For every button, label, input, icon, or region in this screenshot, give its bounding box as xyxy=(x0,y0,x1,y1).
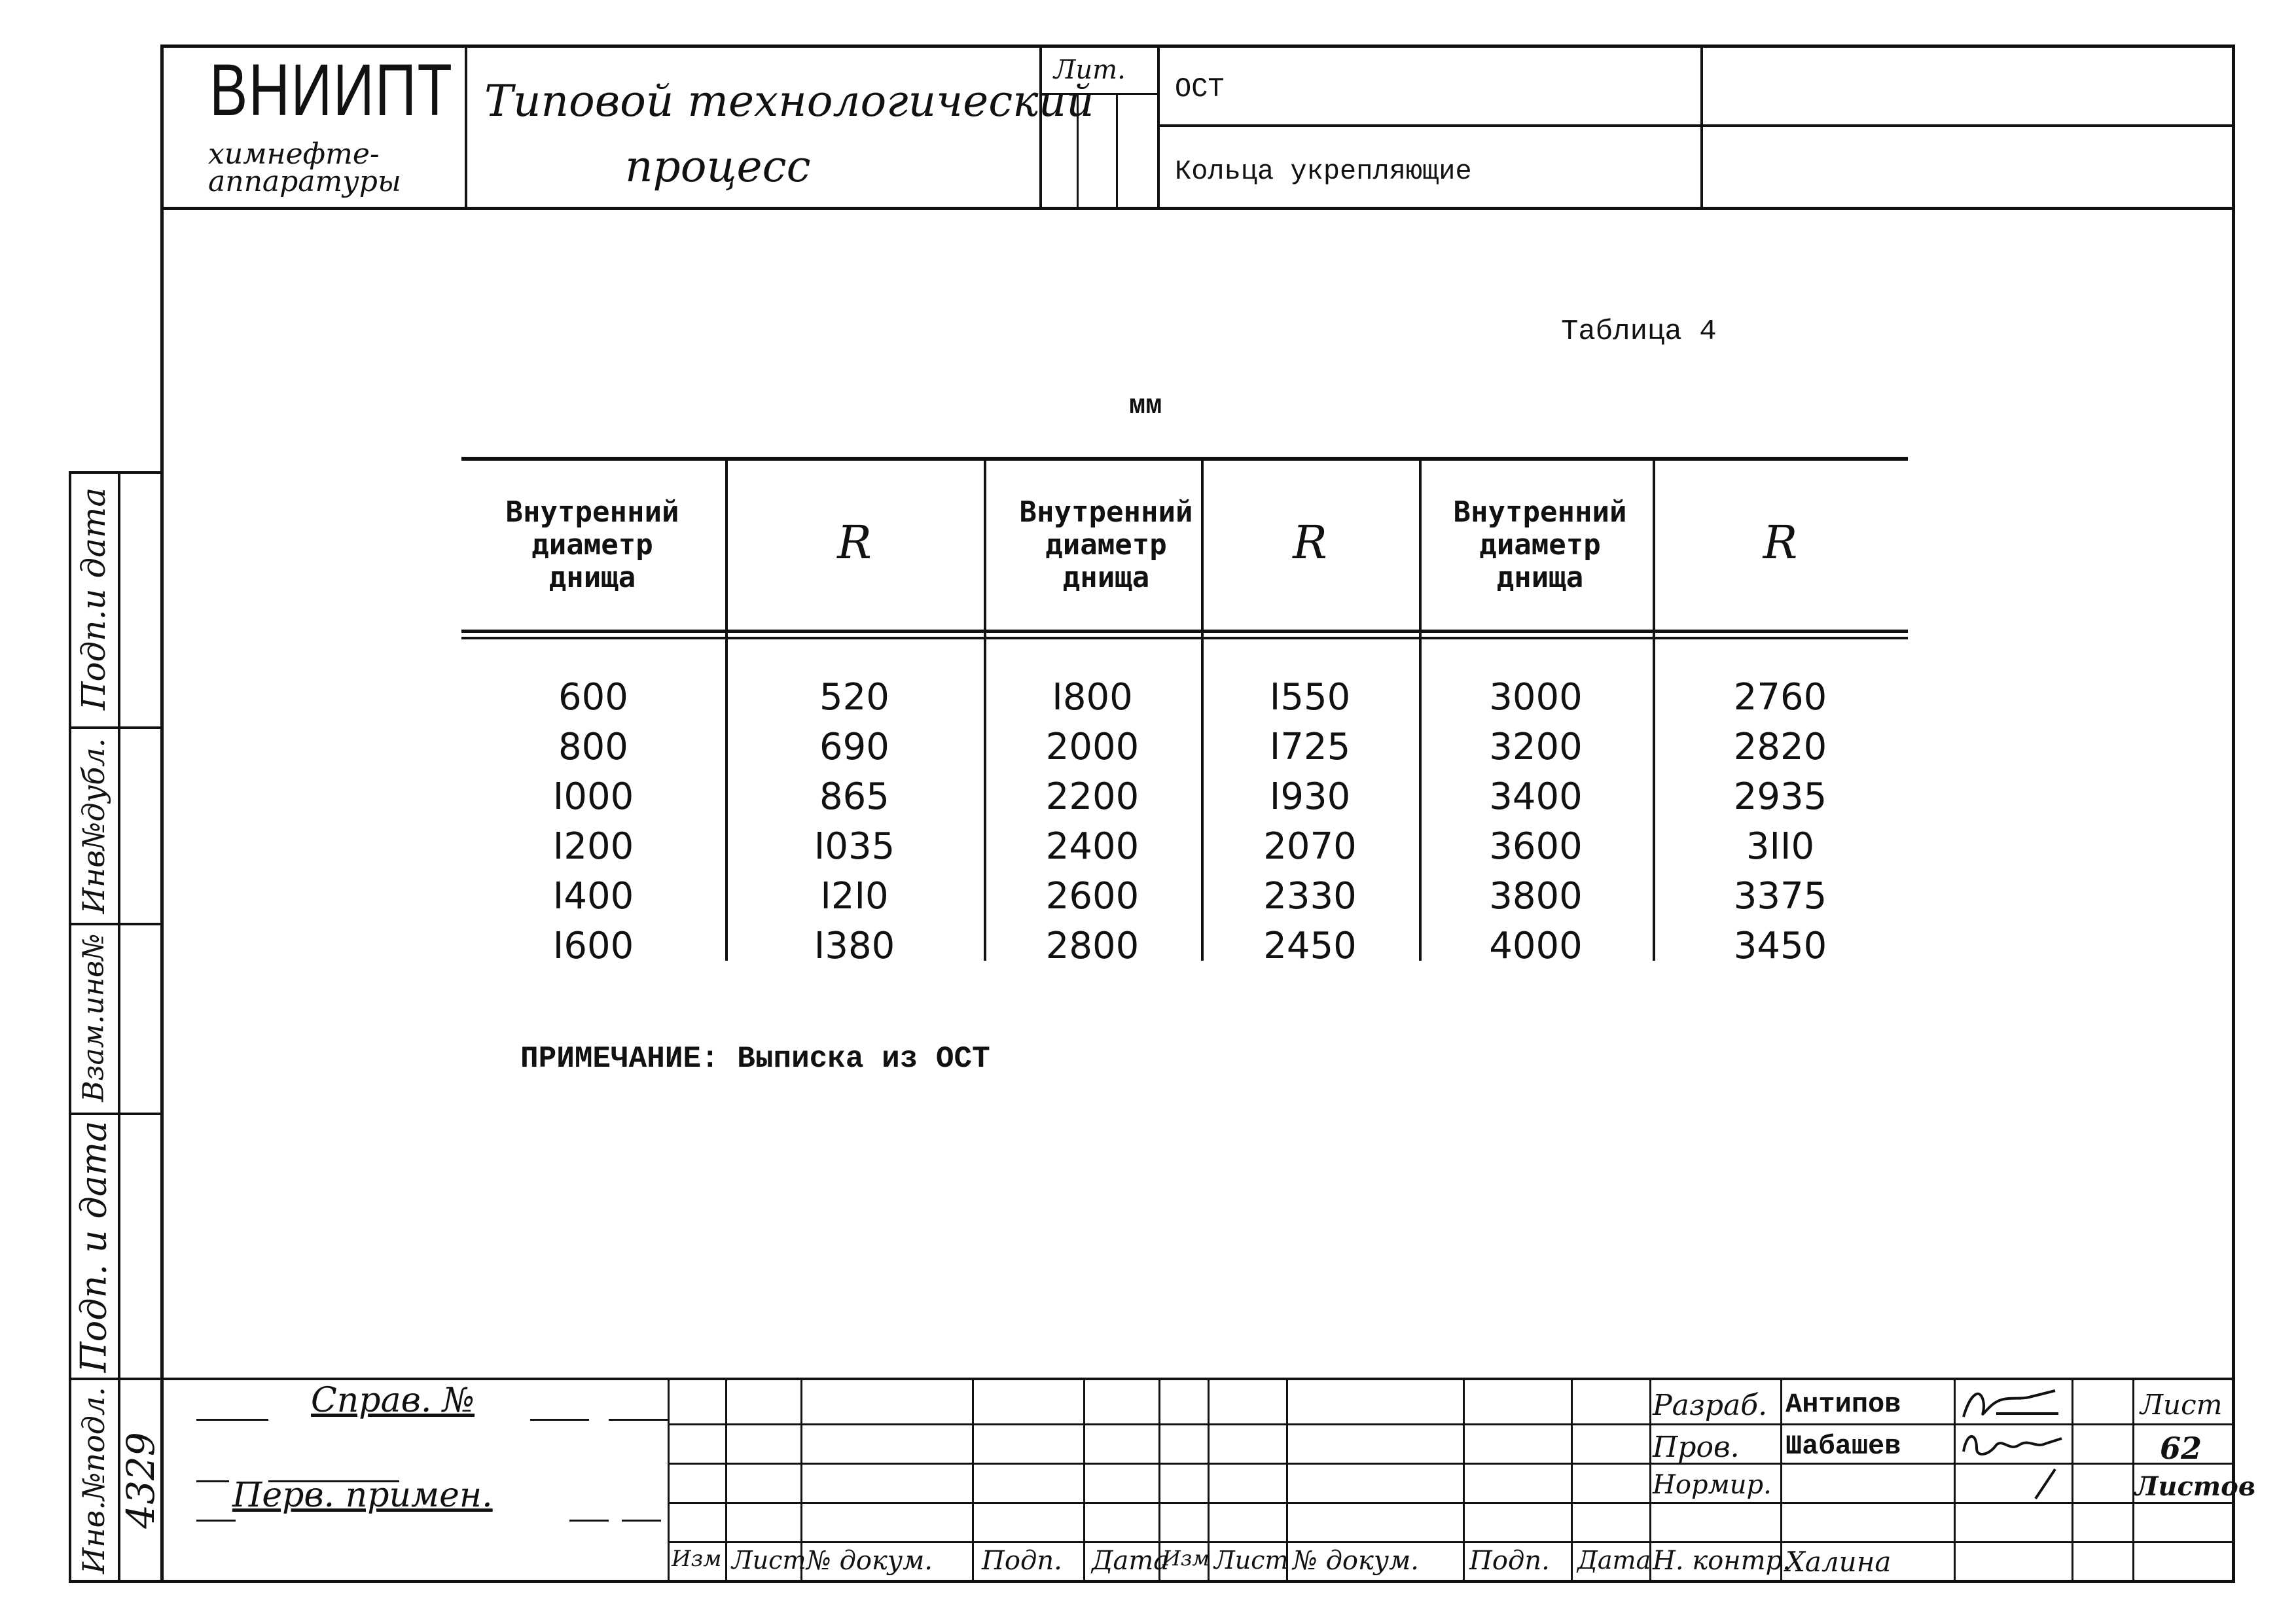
col-header-r-1: R xyxy=(837,516,872,569)
header-line: диаметр xyxy=(531,528,653,562)
table-cell: I800 xyxy=(1052,676,1133,719)
frame-left xyxy=(160,45,164,1582)
doc-title-line2: процесс xyxy=(625,141,811,192)
doc-title-line1: Типовой технологический xyxy=(484,76,1094,126)
table-cell: 2070 xyxy=(1263,825,1357,868)
table-header-rule-1 xyxy=(461,630,1908,633)
perv-dash-3 xyxy=(196,1520,236,1522)
header-line: днища xyxy=(548,561,636,594)
table-cell: 800 xyxy=(558,726,628,768)
perv-dash-4 xyxy=(569,1520,609,1522)
table-cell: 2820 xyxy=(1733,726,1827,768)
header-line: диаметр xyxy=(1045,528,1167,562)
header-divider-2 xyxy=(1039,45,1042,208)
header-line: днища xyxy=(1496,561,1584,594)
col-label: Лист xyxy=(732,1546,806,1575)
perv-primen-label: Перв. примен. xyxy=(232,1476,493,1515)
stamp-grid-v xyxy=(1083,1378,1085,1582)
table-cell: 4000 xyxy=(1489,925,1583,967)
part-name: Кольца укрепляющие xyxy=(1175,156,1472,187)
stamp-grid-v xyxy=(1954,1378,1956,1582)
side-strip-top xyxy=(69,471,164,474)
table-cell: 2200 xyxy=(1045,776,1139,818)
sprav-no-label: Справ. № xyxy=(311,1381,475,1420)
col-values-3 xyxy=(984,673,1201,971)
col-values-6 xyxy=(1653,673,1908,971)
stamp-grid-h4 xyxy=(668,1541,2235,1543)
side-inv-number: 4329 xyxy=(118,1432,163,1529)
lit-cell-line-v2 xyxy=(1116,93,1118,208)
side-inv-dubl: Инв№дубл. xyxy=(76,738,111,914)
table-cell: 3600 xyxy=(1489,825,1583,868)
header-bottom-line xyxy=(160,207,2235,210)
side-inv-podl: Инв.№подл. xyxy=(76,1387,111,1574)
header-line: Внутренний xyxy=(1453,495,1627,529)
org-sub-line2: аппаратуры xyxy=(208,165,401,198)
standard-label: ОСТ xyxy=(1175,73,1225,105)
role-normir: Нормир. xyxy=(1653,1470,1772,1500)
stamp-grid-v xyxy=(972,1378,974,1582)
side-vzam-inv: Взам.инв№ xyxy=(77,933,111,1102)
table-cell: I725 xyxy=(1269,726,1351,768)
col-label: Подп. xyxy=(982,1546,1062,1576)
table-caption: Таблица 4 xyxy=(1561,315,1717,348)
role-razrab: Разраб. xyxy=(1653,1389,1768,1422)
name-razrab: Антипов xyxy=(1785,1389,1901,1420)
table-cell: 3400 xyxy=(1489,776,1583,818)
units-label: мм xyxy=(1129,390,1162,421)
table-cell: I600 xyxy=(552,925,634,967)
col-label: Подп. xyxy=(1469,1546,1550,1576)
side-strip-sep4 xyxy=(69,1378,164,1380)
table-cell: 2450 xyxy=(1263,925,1357,967)
side-strip-sep2 xyxy=(69,923,164,925)
table-cell: 2935 xyxy=(1733,776,1827,818)
stamp-grid-v xyxy=(668,1378,670,1582)
listov-label: Листов xyxy=(2135,1471,2256,1502)
table-cell: 3450 xyxy=(1733,925,1827,967)
table-cell: 600 xyxy=(558,676,628,719)
col-values-4 xyxy=(1201,673,1419,971)
col-label: Изм xyxy=(1162,1546,1210,1571)
table-cell: 3000 xyxy=(1489,676,1583,719)
lit-label: Лит. xyxy=(1054,55,1126,85)
table-cell: 2760 xyxy=(1733,676,1827,719)
sprav-dash-2 xyxy=(530,1419,589,1421)
table-cell: 3II0 xyxy=(1746,825,1815,868)
side-strip-sep1 xyxy=(69,726,164,729)
col-label: Дата xyxy=(1577,1546,1651,1575)
perv-dash-5 xyxy=(622,1520,661,1522)
side-strip-outer xyxy=(69,471,71,1582)
name-n-kontr: Халина xyxy=(1785,1546,1892,1578)
table-header-rule-2 xyxy=(461,637,1908,639)
table-cell: I200 xyxy=(552,825,634,868)
side-podp-data-top: Подп.и дата xyxy=(75,487,113,711)
sprav-dash-3 xyxy=(609,1419,668,1421)
frame-top xyxy=(160,45,2235,48)
frame-right xyxy=(2232,45,2235,1582)
table-cell: 2330 xyxy=(1263,875,1357,918)
table-cell: 2600 xyxy=(1045,875,1139,918)
role-n-kontr: Н. контр. xyxy=(1653,1546,1791,1576)
col-header-diameter-1 xyxy=(475,496,710,594)
signature-normir xyxy=(2029,1463,2068,1502)
col-values-2 xyxy=(725,673,984,971)
header-line: диаметр xyxy=(1479,528,1601,562)
frame-bottom xyxy=(69,1580,2235,1583)
stamp-grid-v xyxy=(1463,1378,1465,1582)
table-cell: 520 xyxy=(819,676,889,719)
table-cell: I400 xyxy=(552,875,634,918)
table-cell: 3800 xyxy=(1489,875,1583,918)
sprav-dash-1 xyxy=(196,1419,268,1421)
table-cell: I550 xyxy=(1269,676,1351,719)
stamp-grid-v xyxy=(2132,1378,2134,1582)
stamp-grid-h3 xyxy=(668,1502,2235,1504)
col-values-5 xyxy=(1419,673,1653,971)
side-strip-sep3 xyxy=(69,1113,164,1115)
side-podp-data-bottom: Подп. и дата xyxy=(73,1120,115,1373)
table-cell: I380 xyxy=(814,925,895,967)
org-name: ВНИИПТ xyxy=(209,49,454,131)
col-header-r-2: R xyxy=(1293,516,1327,569)
list-label: Лист xyxy=(2140,1389,2223,1421)
table-cell: I2I0 xyxy=(820,875,889,918)
perv-dash-1 xyxy=(196,1480,229,1482)
table-cell: 2400 xyxy=(1045,825,1139,868)
col-label: Изм xyxy=(672,1546,722,1572)
col-values-1 xyxy=(461,673,725,971)
header-line: Внутренний xyxy=(505,495,679,529)
table-note: ПРИМЕЧАНИЕ: Выписка из ОСТ xyxy=(520,1042,990,1076)
col-label: № докум. xyxy=(806,1546,933,1576)
col-label: № докум. xyxy=(1293,1546,1419,1576)
table-cell: I930 xyxy=(1269,776,1351,818)
col-header-diameter-2 xyxy=(998,496,1214,594)
col-header-diameter-3 xyxy=(1432,496,1648,594)
table-cell: I035 xyxy=(814,825,895,868)
col-header-r-3: R xyxy=(1763,516,1798,569)
table-cell: 2800 xyxy=(1045,925,1139,967)
stamp-grid-v xyxy=(1571,1378,1573,1582)
org-sub-line1: химнефте- xyxy=(208,137,380,171)
table-cell: I000 xyxy=(552,776,634,818)
table-top-rule xyxy=(461,457,1908,461)
table-cell: 690 xyxy=(819,726,889,768)
table-cell: 3200 xyxy=(1489,726,1583,768)
header-line: днища xyxy=(1062,561,1150,594)
header-mid-line xyxy=(1158,124,2235,127)
ring-dimensions-table xyxy=(461,457,1908,967)
stamp-top-line xyxy=(160,1378,2235,1380)
col-label: Дата xyxy=(1092,1546,1170,1576)
table-cell: 865 xyxy=(819,776,889,818)
stamp-grid-v xyxy=(725,1378,727,1582)
signature-prov xyxy=(1957,1425,2068,1465)
role-prov: Пров. xyxy=(1653,1431,1740,1464)
table-cell: 3375 xyxy=(1733,875,1827,918)
signature-razrab xyxy=(1957,1381,2068,1427)
list-number: 62 xyxy=(2160,1431,2202,1466)
side-strip-inner xyxy=(118,471,120,1582)
header-divider-1 xyxy=(465,45,467,208)
header-line: Внутренний xyxy=(1019,495,1193,529)
col-label: Лист xyxy=(1214,1546,1289,1575)
table-cell: 2000 xyxy=(1045,726,1139,768)
stamp-grid-v xyxy=(2072,1378,2073,1582)
name-prov: Шабашев xyxy=(1785,1431,1901,1462)
